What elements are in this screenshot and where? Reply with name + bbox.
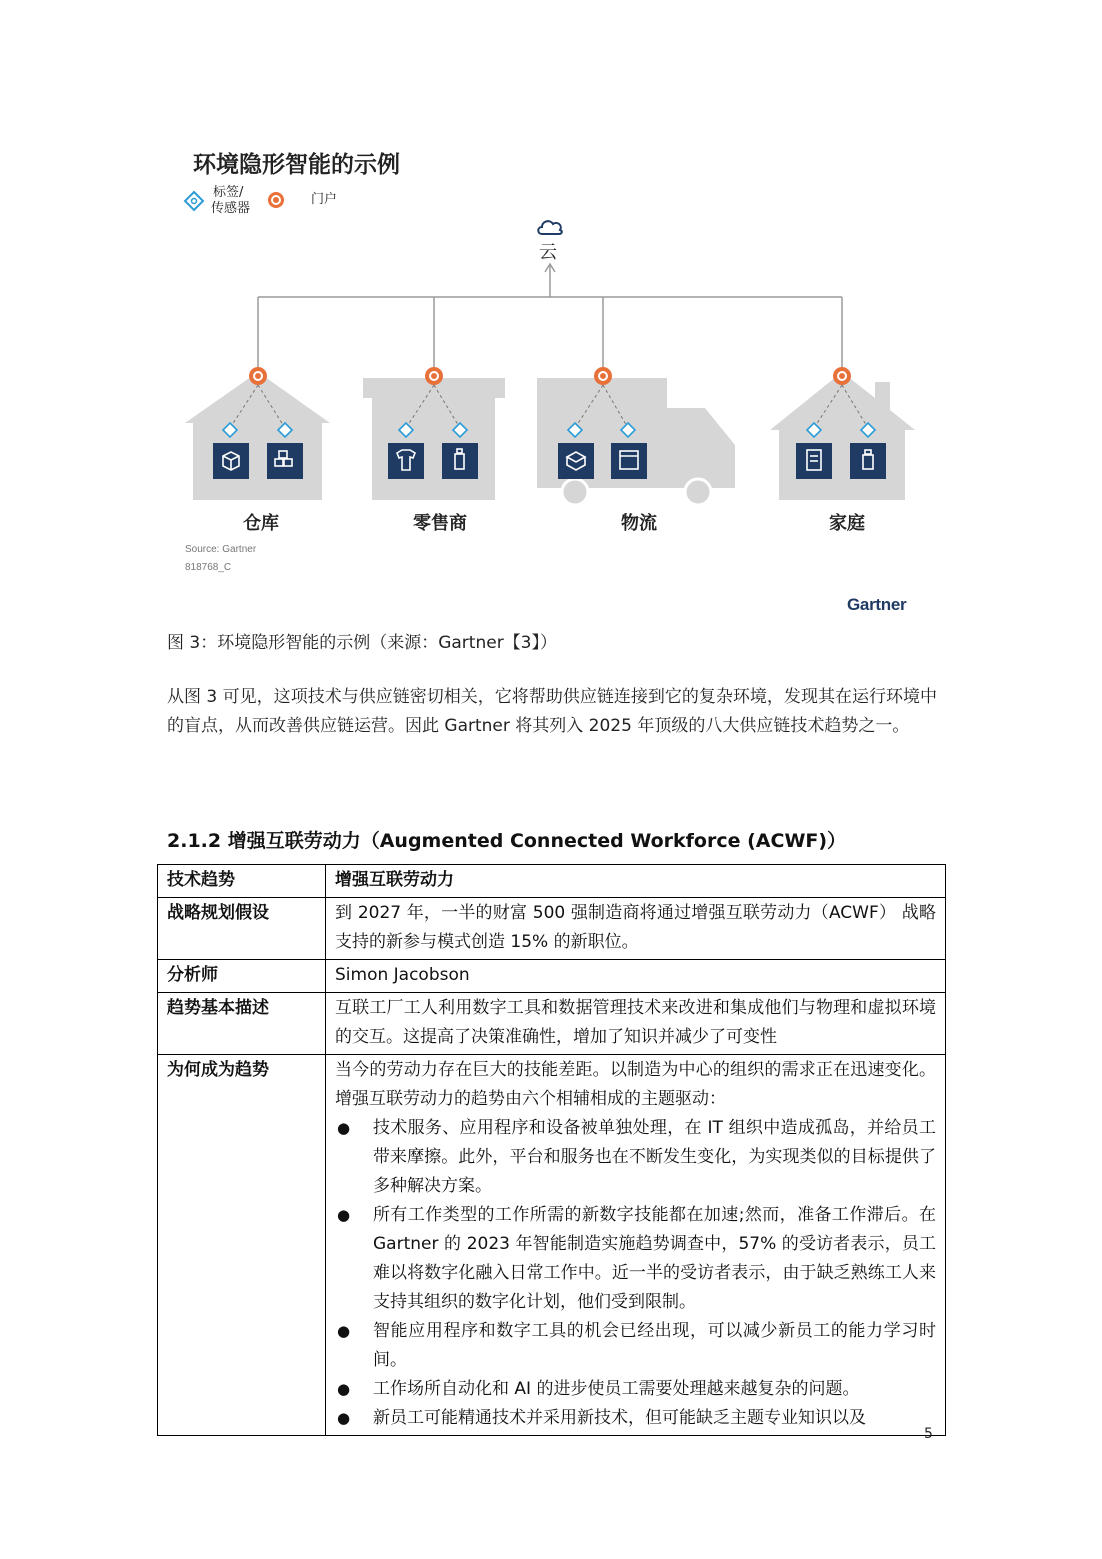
cloud-icon [535, 216, 565, 238]
list-item: ● 新员工可能精通技术并采用新技术，但可能缺乏主题专业知识以及 [335, 1404, 936, 1433]
network-diagram [175, 260, 935, 530]
table-row [158, 865, 946, 898]
body-paragraph: 从图 3 可见，这项技术与供应链密切相关，它将帮助供应链连接到它的复杂环境，发现其在运行环境中的盲点，从而改善供应链运营。因此 Gartner 将其列入 2025 年顶级的八大供应链技术趋势之一。 [167, 687, 937, 736]
page-number: 5 [924, 1426, 933, 1442]
list-item: ● 智能应用程序和数字工具的机会已经出现，可以减少新员工的能力学习时间。 [335, 1317, 936, 1375]
figure-code: 818768_C [185, 562, 232, 573]
figure-caption: 图 3：环境隐形智能的示例（来源：Gartner【3】） [167, 633, 558, 653]
row-key: 趋势基本描述 [158, 993, 326, 1055]
row-value-with-bullets [326, 1055, 946, 1436]
table-row [158, 1055, 946, 1436]
list-item: ● 工作场所自动化和 AI 的进步使员工需要处理越来越复杂的问题。 [335, 1375, 936, 1404]
legend-tag-label-1: 标签/ [213, 185, 244, 200]
figure-source: Source: Gartner [185, 544, 257, 555]
figure-title: 环境隐形智能的示例 [193, 152, 400, 178]
row-value: 互联工厂工人利用数字工具和数据管理技术来改进和集成他们与物理和虚拟环境的交互。这提高了决策准确性，增加了知识并减少了可变性 [326, 993, 946, 1055]
list-item: ● 所有工作类型的工作所需的新数字技能都在加速;然而，准备工作滞后。在 Gartner 的 2023 年智能制造实施趋势调查中，57% 的受访者表示，员工难以将数字化融入日常工作中。近一半的受访者表示，由于缺乏熟练工人来支持其组织的数字化计划，他们受到限制。 [335, 1201, 936, 1317]
cloud-label: 云 [539, 242, 557, 263]
row-key: 分析师 [158, 960, 326, 993]
table-row [158, 898, 946, 960]
table-row [158, 960, 946, 993]
category-home: 家庭 [829, 513, 865, 534]
category-warehouse: 仓库 [243, 513, 279, 534]
category-retailer: 零售商 [413, 513, 467, 534]
row-intro: 当今的劳动力存在巨大的技能差距。以制造为中心的组织的需求正在迅速变化。增强互联劳动力的趋势由六个相辅相成的主题驱动： [335, 1060, 936, 1109]
section-heading: 2.1.2 增强互联劳动力（Augmented Connected Workforce (ACWF)） [167, 830, 847, 852]
bullet-list [335, 1114, 936, 1433]
row-key: 战略规划假设 [158, 898, 326, 960]
row-key: 为何成为趋势 [158, 1055, 326, 1436]
row-key: 技术趋势 [158, 865, 326, 898]
table-row [158, 993, 946, 1055]
row-value: Simon Jacobson [326, 960, 946, 993]
list-item: ● 技术服务、应用程序和设备被单独处理，在 IT 组织中造成孤岛，并给员工带来摩擦。此外，平台和服务也在不断发生变化，为实现类似的目标提供了多种解决方案。 [335, 1114, 936, 1201]
trend-table [157, 864, 946, 1436]
row-value: 增强互联劳动力 [326, 865, 946, 898]
legend-tag-label-2: 传感器 [211, 201, 251, 216]
gateway-legend-icon [267, 191, 285, 209]
row-value: 到 2027 年，一半的财富 500 强制造商将通过增强互联劳动力（ACWF） 战略支持的新参与模式创造 15% 的新职位。 [326, 898, 946, 960]
legend-gateway-label: 门户 [311, 192, 338, 207]
gartner-logo: Gartner [847, 595, 907, 614]
figure-ambient-intelligence [175, 140, 935, 620]
tag-sensor-icon [183, 190, 205, 212]
category-logistics: 物流 [621, 513, 657, 534]
